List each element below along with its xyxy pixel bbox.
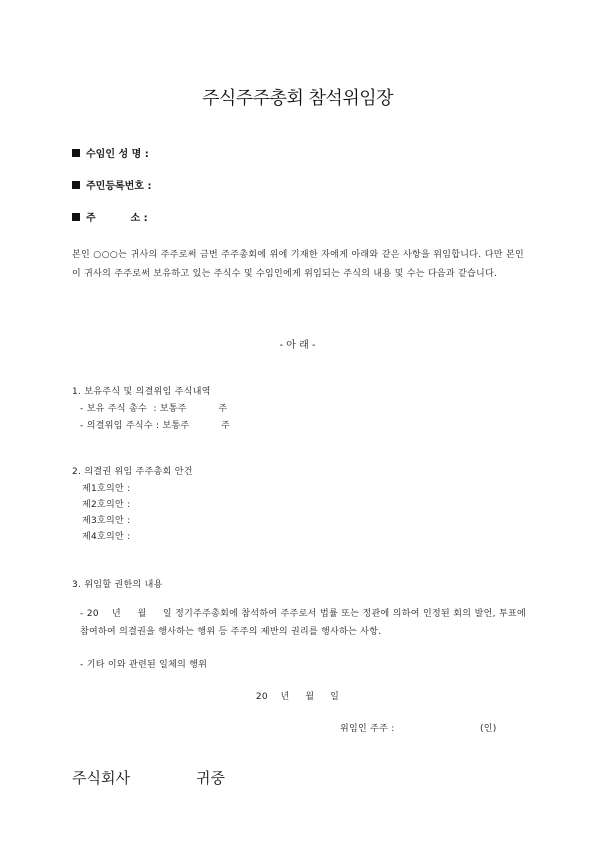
document-title: 주식주주총회 참석위임장 [202,88,393,109]
intro-paragraph: 본인 ○○○는 귀사의 주주로써 금번 주주총회에 위에 기재한 자에게 아래와 같은 사항을 위임합니다. 다만 본인이 귀사의 주주로써 보유하고 있는 주식수 및 수임인에게 위임되는 주식의 내용 및 수는 다음과 같습니다. [72,250,524,279]
agenda-item: 제2호의안 : [82,500,131,510]
below-heading: - 아 래 - [279,340,316,351]
field-label: 주민등록번호 : [86,181,152,192]
field-label: 수임인 성 명 : [86,149,149,160]
field-address [72,209,148,224]
section2-heading: 2. 의결권 위임 주주총회 안건 [72,467,193,477]
square-bullet-icon [72,181,80,189]
seal-mark: (인) [480,724,497,734]
section3-item-other: - 기타 이와 관련된 일체의 행위 [80,660,208,670]
field-proxy-name [72,145,149,160]
section1-line: - 의결위임 주식수 : 보통주 주 [80,421,231,431]
section3-item-meeting: - 20 년 월 일 정기주주총회에 참석하여 주주로서 법률 또는 정관에 의하여 인정된 회의 발언, 투표에 참여하여 의결권을 행사하는 행위 등 주주의 제반의 권리를 행사하는 사항. [80,609,530,637]
date-line: 20 년 월 일 [255,692,340,702]
field-resident-number [72,177,151,192]
agenda-item: 제4호의안 : [82,532,131,542]
field-label: 주 소 : [86,213,148,224]
section1-heading: 1. 보유주식 및 의결위임 주식내역 [72,387,211,397]
section3-heading: 3. 위임할 권한의 내용 [72,580,163,590]
agenda-item: 제3호의안 : [82,516,131,526]
agenda-item: 제1호의안 : [82,484,131,494]
section1-line: - 보유 주식 총수 : 보통주 주 [80,404,228,414]
square-bullet-icon [72,213,80,221]
square-bullet-icon [72,149,80,157]
signer-label: 위임인 주주 : [340,724,395,734]
recipient-honorific: 귀중 [196,769,225,787]
company-name: 주식회사 [72,769,130,787]
